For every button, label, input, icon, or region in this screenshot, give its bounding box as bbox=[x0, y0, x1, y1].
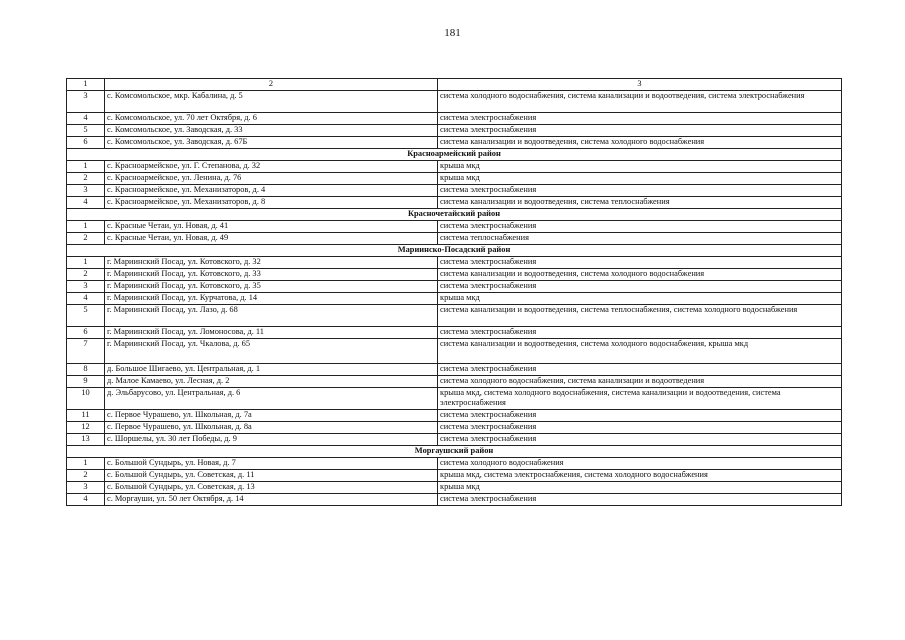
table-row bbox=[67, 221, 842, 233]
systems-cell: система электроснабжения bbox=[438, 257, 842, 269]
row-number-cell: 1 bbox=[67, 257, 105, 269]
table-row bbox=[67, 293, 842, 305]
address-cell: с. Красноармейское, ул. Г. Степанова, д. 32 bbox=[105, 161, 438, 173]
district-title: Красноармейский район bbox=[67, 149, 842, 161]
systems-cell: крыша мкд, система электроснабжения, система холодного водоснабжения bbox=[438, 470, 842, 482]
table-row bbox=[67, 91, 842, 113]
row-number-cell: 13 bbox=[67, 434, 105, 446]
address-cell: с. Красные Четаи, ул. Новая, д. 41 bbox=[105, 221, 438, 233]
table-row bbox=[67, 458, 842, 470]
table-row bbox=[67, 113, 842, 125]
district-title: Мариинско-Посадский район bbox=[67, 245, 842, 257]
row-number-cell: 4 bbox=[67, 113, 105, 125]
table-row bbox=[67, 470, 842, 482]
row-number-cell: 2 bbox=[67, 173, 105, 185]
row-number-cell: 2 bbox=[67, 269, 105, 281]
systems-cell: система электроснабжения bbox=[438, 364, 842, 376]
table-row bbox=[67, 339, 842, 364]
address-cell: с. Первое Чурашево, ул. Школьная, д. 8а bbox=[105, 422, 438, 434]
address-cell: с. Большой Сундырь, ул. Советская, д. 13 bbox=[105, 482, 438, 494]
systems-cell: система электроснабжения bbox=[438, 221, 842, 233]
address-cell: г. Мариинский Посад, ул. Котовского, д. 32 bbox=[105, 257, 438, 269]
table-row bbox=[67, 422, 842, 434]
table-body bbox=[67, 79, 842, 506]
district-title: Красночетайский район bbox=[67, 209, 842, 221]
systems-cell: система канализации и водоотведения, система холодного водоснабжения, крыша мкд bbox=[438, 339, 842, 364]
address-cell: с. Красноармейское, ул. Механизаторов, д. 4 bbox=[105, 185, 438, 197]
column-header: 3 bbox=[438, 79, 842, 91]
address-cell: с. Первое Чурашево, ул. Школьная, д. 7а bbox=[105, 410, 438, 422]
row-number-cell: 6 bbox=[67, 137, 105, 149]
address-cell: с. Комсомольское, ул. Заводская, д. 67Б bbox=[105, 137, 438, 149]
address-cell: г. Мариинский Посад, ул. Котовского, д. 35 bbox=[105, 281, 438, 293]
systems-cell: система холодного водоснабжения, система канализации и водоотведения bbox=[438, 376, 842, 388]
objects-table bbox=[66, 78, 842, 506]
address-cell: с. Комсомольское, мкр. Кабалина, д. 5 bbox=[105, 91, 438, 113]
address-cell: с. Красноармейское, ул. Механизаторов, д. 8 bbox=[105, 197, 438, 209]
address-cell: с. Шоршелы, ул. 30 лет Победы, д. 9 bbox=[105, 434, 438, 446]
systems-cell: система холодного водоснабжения, система канализации и водоотведения, система электроснабжения bbox=[438, 91, 842, 113]
district-section-row bbox=[67, 446, 842, 458]
table-row bbox=[67, 305, 842, 327]
systems-cell: система электроснабжения bbox=[438, 185, 842, 197]
table-row bbox=[67, 434, 842, 446]
address-cell: д. Малое Камаево, ул. Лесная, д. 2 bbox=[105, 376, 438, 388]
row-number-cell: 2 bbox=[67, 233, 105, 245]
table-row bbox=[67, 185, 842, 197]
systems-cell: система теплоснабжения bbox=[438, 233, 842, 245]
systems-cell: система канализации и водоотведения, система теплоснабжения, система холодного водоснабжения bbox=[438, 305, 842, 327]
systems-cell: система холодного водоснабжения bbox=[438, 458, 842, 470]
row-number-cell: 3 bbox=[67, 281, 105, 293]
district-title: Моргаушский район bbox=[67, 446, 842, 458]
systems-cell: система канализации и водоотведения, система холодного водоснабжения bbox=[438, 137, 842, 149]
page-number: 181 bbox=[444, 27, 461, 39]
column-header: 2 bbox=[105, 79, 438, 91]
row-number-cell: 11 bbox=[67, 410, 105, 422]
address-cell: с. Большой Сундырь, ул. Советская, д. 11 bbox=[105, 470, 438, 482]
address-cell: г. Мариинский Посад, ул. Курчатова, д. 14 bbox=[105, 293, 438, 305]
row-number-cell: 2 bbox=[67, 470, 105, 482]
table-row bbox=[67, 364, 842, 376]
systems-cell: крыша мкд, система холодного водоснабжения, система канализации и водоотведения, система электроснабжения bbox=[438, 388, 842, 410]
table-row bbox=[67, 197, 842, 209]
systems-cell: система электроснабжения bbox=[438, 281, 842, 293]
row-number-cell: 1 bbox=[67, 161, 105, 173]
systems-cell: система электроснабжения bbox=[438, 422, 842, 434]
row-number-cell: 1 bbox=[67, 221, 105, 233]
table-row bbox=[67, 161, 842, 173]
row-number-cell: 3 bbox=[67, 91, 105, 113]
address-cell: с. Большой Сундырь, ул. Новая, д. 7 bbox=[105, 458, 438, 470]
table-row bbox=[67, 482, 842, 494]
table-row bbox=[67, 233, 842, 245]
district-section-row bbox=[67, 149, 842, 161]
district-section-row bbox=[67, 209, 842, 221]
row-number-cell: 12 bbox=[67, 422, 105, 434]
systems-cell: крыша мкд bbox=[438, 161, 842, 173]
address-cell: д. Эльбарусово, ул. Центральная, д. 6 bbox=[105, 388, 438, 410]
row-number-cell: 3 bbox=[67, 185, 105, 197]
row-number-cell: 4 bbox=[67, 293, 105, 305]
address-cell: г. Мариинский Посад, ул. Лазо, д. 68 bbox=[105, 305, 438, 327]
address-cell: с. Красноармейское, ул. Ленина, д. 76 bbox=[105, 173, 438, 185]
district-section-row bbox=[67, 245, 842, 257]
table-row bbox=[67, 137, 842, 149]
table-row bbox=[67, 376, 842, 388]
row-number-cell: 4 bbox=[67, 197, 105, 209]
systems-cell: система электроснабжения bbox=[438, 327, 842, 339]
row-number-cell: 8 bbox=[67, 364, 105, 376]
systems-cell: система канализации и водоотведения, система теплоснабжения bbox=[438, 197, 842, 209]
table-row bbox=[67, 410, 842, 422]
address-cell: д. Большое Шигаево, ул. Центральная, д. 1 bbox=[105, 364, 438, 376]
table-row bbox=[67, 327, 842, 339]
table-row bbox=[67, 494, 842, 506]
table-row bbox=[67, 125, 842, 137]
systems-cell: система электроснабжения bbox=[438, 113, 842, 125]
address-cell: с. Комсомольское, ул. 70 лет Октября, д. 6 bbox=[105, 113, 438, 125]
row-number-cell: 5 bbox=[67, 125, 105, 137]
row-number-cell: 3 bbox=[67, 482, 105, 494]
table-row bbox=[67, 281, 842, 293]
systems-cell: система электроснабжения bbox=[438, 494, 842, 506]
table-row bbox=[67, 269, 842, 281]
systems-cell: система электроснабжения bbox=[438, 125, 842, 137]
systems-cell: система электроснабжения bbox=[438, 434, 842, 446]
systems-cell: крыша мкд bbox=[438, 482, 842, 494]
row-number-cell: 7 bbox=[67, 339, 105, 364]
row-number-cell: 10 bbox=[67, 388, 105, 410]
systems-cell: система канализации и водоотведения, система холодного водоснабжения bbox=[438, 269, 842, 281]
systems-cell: система электроснабжения bbox=[438, 410, 842, 422]
address-cell: с. Моргауши, ул. 50 лет Октября, д. 14 bbox=[105, 494, 438, 506]
row-number-cell: 9 bbox=[67, 376, 105, 388]
address-cell: г. Мариинский Посад, ул. Котовского, д. 33 bbox=[105, 269, 438, 281]
column-header: 1 bbox=[67, 79, 105, 91]
systems-cell: крыша мкд bbox=[438, 293, 842, 305]
address-cell: г. Мариинский Посад, ул. Чкалова, д. 65 bbox=[105, 339, 438, 364]
table-row bbox=[67, 257, 842, 269]
row-number-cell: 6 bbox=[67, 327, 105, 339]
address-cell: с. Красные Четаи, ул. Новая, д. 49 bbox=[105, 233, 438, 245]
table-row bbox=[67, 173, 842, 185]
row-number-cell: 5 bbox=[67, 305, 105, 327]
table-header-row bbox=[67, 79, 842, 91]
systems-cell: крыша мкд bbox=[438, 173, 842, 185]
address-cell: с. Комсомольское, ул. Заводская, д. 33 bbox=[105, 125, 438, 137]
row-number-cell: 1 bbox=[67, 458, 105, 470]
address-cell: г. Мариинский Посад, ул. Ломоносова, д. 11 bbox=[105, 327, 438, 339]
table-row bbox=[67, 388, 842, 410]
row-number-cell: 4 bbox=[67, 494, 105, 506]
